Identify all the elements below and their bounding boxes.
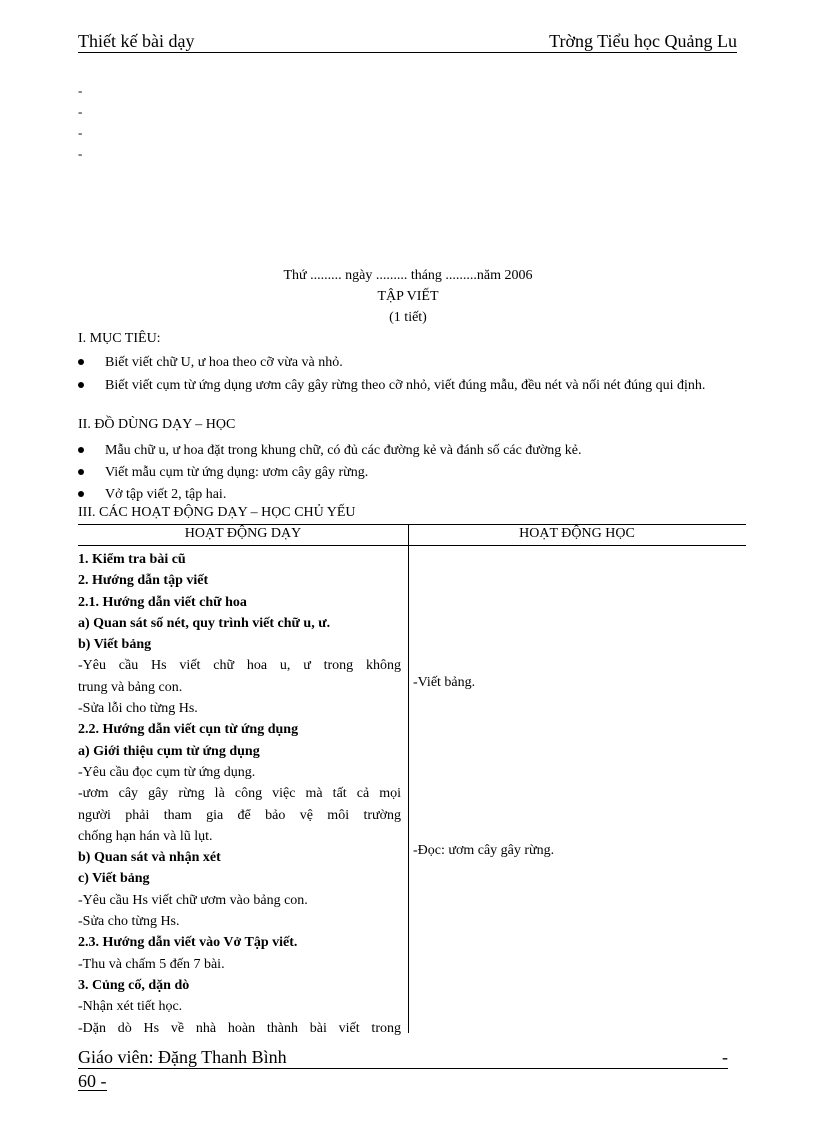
header-left: Thiết kế bài dạy bbox=[78, 31, 195, 51]
dash-item: - bbox=[78, 83, 83, 98]
teaching-line: -Yêu cầu đọc cụm từ ứng dụng. bbox=[78, 764, 256, 780]
bullet-icon bbox=[78, 447, 84, 453]
bullet-icon bbox=[78, 382, 84, 388]
section-heading: 1. Kiểm tra bài cũ bbox=[78, 552, 186, 567]
teaching-line: -Sửa cho từng Hs. bbox=[78, 914, 180, 930]
column-header-learning: HOẠT ĐỘNG HỌC bbox=[519, 526, 635, 541]
section-heading: 3. Củng cố, dặn dò bbox=[78, 977, 190, 993]
section-heading: c) Viết bảng bbox=[78, 871, 150, 887]
column-divider bbox=[408, 525, 409, 1033]
section-heading: a) Giới thiệu cụm từ ứng dụng bbox=[78, 743, 260, 759]
objectives-heading: I. MỤC TIÊU: bbox=[78, 331, 161, 346]
teacher-name: Giáo viên: Đặng Thanh Bình bbox=[78, 1047, 287, 1067]
column-header-teaching: HOẠT ĐỘNG DẠY bbox=[184, 526, 302, 541]
teaching-line: -Yêu cầu Hs viết chữ ươm vào bảng con. bbox=[78, 892, 308, 908]
date-line: Thứ ......... ngày ......... tháng .........năm 2006 bbox=[283, 268, 533, 283]
section-heading: b) Quan sát và nhận xét bbox=[78, 850, 221, 866]
section-heading: 2. Hướng dẫn tập viết bbox=[78, 573, 209, 589]
teaching-line: -Yêu cầu Hs viết chữ hoa u, ư trong không bbox=[78, 658, 401, 674]
footer-dash: - bbox=[722, 1047, 728, 1067]
dash-item: - bbox=[78, 125, 83, 140]
teaching-line: -Dặn dò Hs về nhà hoàn thành bài viết trong bbox=[78, 1020, 401, 1036]
teaching-line: -Thu và chấm 5 đến 7 bài. bbox=[78, 956, 225, 972]
material-item: Vở tập viết 2, tập hai. bbox=[78, 484, 748, 505]
section-heading: b) Viết bảng bbox=[78, 637, 152, 653]
section-heading: 2.2. Hướng dẫn viết cụn từ ứng dụng bbox=[78, 722, 299, 738]
teaching-line: chống hạn hán và lũ lụt. bbox=[78, 828, 213, 844]
duration: (1 tiết) bbox=[389, 310, 427, 325]
bullet-icon bbox=[78, 359, 84, 365]
learning-item: -Viết bảng. bbox=[413, 675, 476, 690]
objective-item: Biết viết cụm từ ứng dụng ươm cây gây rừng theo cỡ nhỏ, viết đúng mẫu, đều nét và nối nét đúng qui định. bbox=[78, 375, 748, 396]
teaching-column bbox=[78, 549, 401, 1039]
teaching-line: -Sửa lỗi cho từng Hs. bbox=[78, 701, 198, 717]
header-divider bbox=[78, 545, 746, 546]
objective-item: Biết viết chữ U, ư hoa theo cỡ vừa và nhỏ. bbox=[78, 352, 748, 373]
activities-table bbox=[78, 524, 746, 1036]
materials-heading: II. ĐỒ DÙNG DẠY – HỌC bbox=[78, 417, 236, 432]
teaching-line: trung và bảng con. bbox=[78, 679, 183, 695]
section-heading: 2.3. Hướng dẫn viết vào Vở Tập viết. bbox=[78, 935, 298, 951]
dash-item: - bbox=[78, 146, 83, 161]
teaching-line: người phải tham gia để bảo vệ môi trường bbox=[78, 807, 401, 823]
learning-item: -Đọc: ươm cây gây rừng. bbox=[413, 843, 555, 858]
page-number: 60 - bbox=[78, 1071, 107, 1091]
bullet-icon bbox=[78, 491, 84, 497]
material-item: Viết mẫu cụm từ ứng dụng: ươm cây gây rừng. bbox=[78, 462, 748, 483]
material-item: Mẫu chữ u, ư hoa đặt trong khung chữ, có đủ các đường kẻ và đánh số các đường kẻ. bbox=[78, 440, 748, 461]
dash-item: - bbox=[78, 104, 83, 119]
header-right: Trờng Tiểu học Quảng Lu bbox=[549, 31, 737, 51]
section-heading: a) Quan sát số nét, quy trình viết chữ u, ư. bbox=[78, 615, 331, 631]
page-footer bbox=[78, 1047, 728, 1069]
section-heading: 2.1. Hướng dẫn viết chữ hoa bbox=[78, 594, 247, 610]
dash-list bbox=[78, 80, 82, 164]
page-header bbox=[78, 30, 737, 53]
teaching-line: -Nhận xét tiết học. bbox=[78, 999, 183, 1015]
bullet-icon bbox=[78, 469, 84, 475]
subject-title: TẬP VIẾT bbox=[377, 289, 439, 304]
activities-heading: III. CÁC HOẠT ĐỘNG DẠY – HỌC CHỦ YẾU bbox=[78, 505, 356, 520]
teaching-line: -ươm cây gây rừng là công việc mà tất cả mọi bbox=[78, 786, 401, 802]
